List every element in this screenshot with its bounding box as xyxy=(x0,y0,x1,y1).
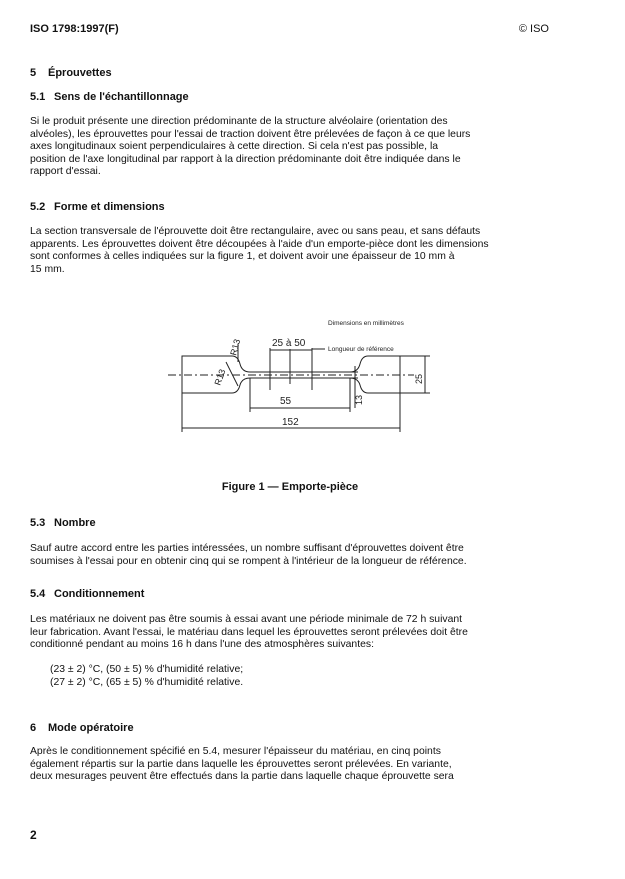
dim-152: 152 xyxy=(282,417,299,428)
units-note: Dimensions en millimètres xyxy=(328,320,404,327)
section-title: Sens de l'échantillonnage xyxy=(54,91,189,103)
section-number: 5.4 xyxy=(30,588,46,600)
section-5-4-heading xyxy=(30,588,144,600)
section-5-3-heading xyxy=(30,517,96,529)
section-5-3-body: Sauf autre accord entre les parties intéressées, un nombre suffisant d'éprouvettes doivent être soumises à l'essai pour en obtenir cinq qui se rompent à l'intérieur de la longueur de référence. xyxy=(30,543,467,567)
section-number: 5.1 xyxy=(30,91,46,103)
condition-1: (23 ± 2) °C, (50 ± 5) % d'humidité relative; xyxy=(50,664,244,675)
section-number: 6 xyxy=(30,722,37,734)
radius-leader-bottom xyxy=(226,362,238,386)
section-5-2-body: La section transversale de l'éprouvette doit être rectangulaire, avec ou sans peau, et sans défauts apparents. Les éprouvettes doivent être découpées à l'aide d'un emporte-pièce dont les dimensions sont conformes à celles indiquées sur la figure 1, et doivent avoir une épaisseur de 10 mm à 15 mm. xyxy=(30,226,489,275)
reference-length-label: Longueur de référence xyxy=(328,346,394,353)
page-number: 2 xyxy=(30,828,37,842)
section-title: Forme et dimensions xyxy=(54,201,165,213)
section-5-heading xyxy=(30,67,112,79)
section-title: Mode opératoire xyxy=(48,722,134,734)
dim-r13-bottom: R13 xyxy=(212,367,228,387)
section-number: 5.2 xyxy=(30,201,46,213)
dim-25-50: 25 à 50 xyxy=(272,338,306,349)
section-number: 5.3 xyxy=(30,517,46,529)
dim-r13-top: R13 xyxy=(228,337,243,357)
document-id: ISO 1798:1997(F) xyxy=(30,23,119,35)
section-5-2-heading xyxy=(30,201,165,213)
dim-13: 13 xyxy=(354,394,364,405)
condition-2: (27 ± 2) °C, (65 ± 5) % d'humidité relative. xyxy=(50,677,244,688)
figure-caption: Figure 1 — Emporte-pièce xyxy=(221,481,359,493)
section-title: Conditionnement xyxy=(54,588,145,600)
dim-25: 25 xyxy=(414,373,424,384)
section-6-heading xyxy=(30,722,134,734)
section-title: Éprouvettes xyxy=(48,67,112,79)
section-number: 5 xyxy=(30,67,37,79)
dim-55: 55 xyxy=(280,396,292,407)
copyright-mark: © ISO xyxy=(518,23,549,35)
section-title: Nombre xyxy=(54,517,96,529)
section-5-4-body: Les matériaux ne doivent pas être soumis à essai avant une période minimale de 72 h suivant leur fabrication. Avant l'essai, le matériau dans lequel les éprouvettes seront prélevées doit être conditionné pendant au moins 16 h dans l'une des atmosphères suivantes: xyxy=(30,614,468,651)
figure-1-drawing xyxy=(0,310,625,435)
section-5-1-body: Si le produit présente une direction prédominante de la structure alvéolaire (orientation des alvéoles), les éprouvettes pour l'essai de traction doivent être prélevées de façon à ce que leurs axes longitudinaux soient perpendiculaires à cette direction. Si cela n'est pas possible, la position de l'axe longitudinal par rapport à la direction prédominante doit être indiquée dans le rapport d'essai. xyxy=(30,116,471,178)
section-6-body: Après le conditionnement spécifié en 5.4, mesurer l'épaisseur du matériau, en cinq points également répartis sur la partie dans laquelle les éprouvettes seront prélevées. En variante, deux mesurages peuvent être effectués dans la partie dans laquelle chaque éprouvette sera xyxy=(30,746,454,783)
section-5-1-heading xyxy=(30,91,189,103)
